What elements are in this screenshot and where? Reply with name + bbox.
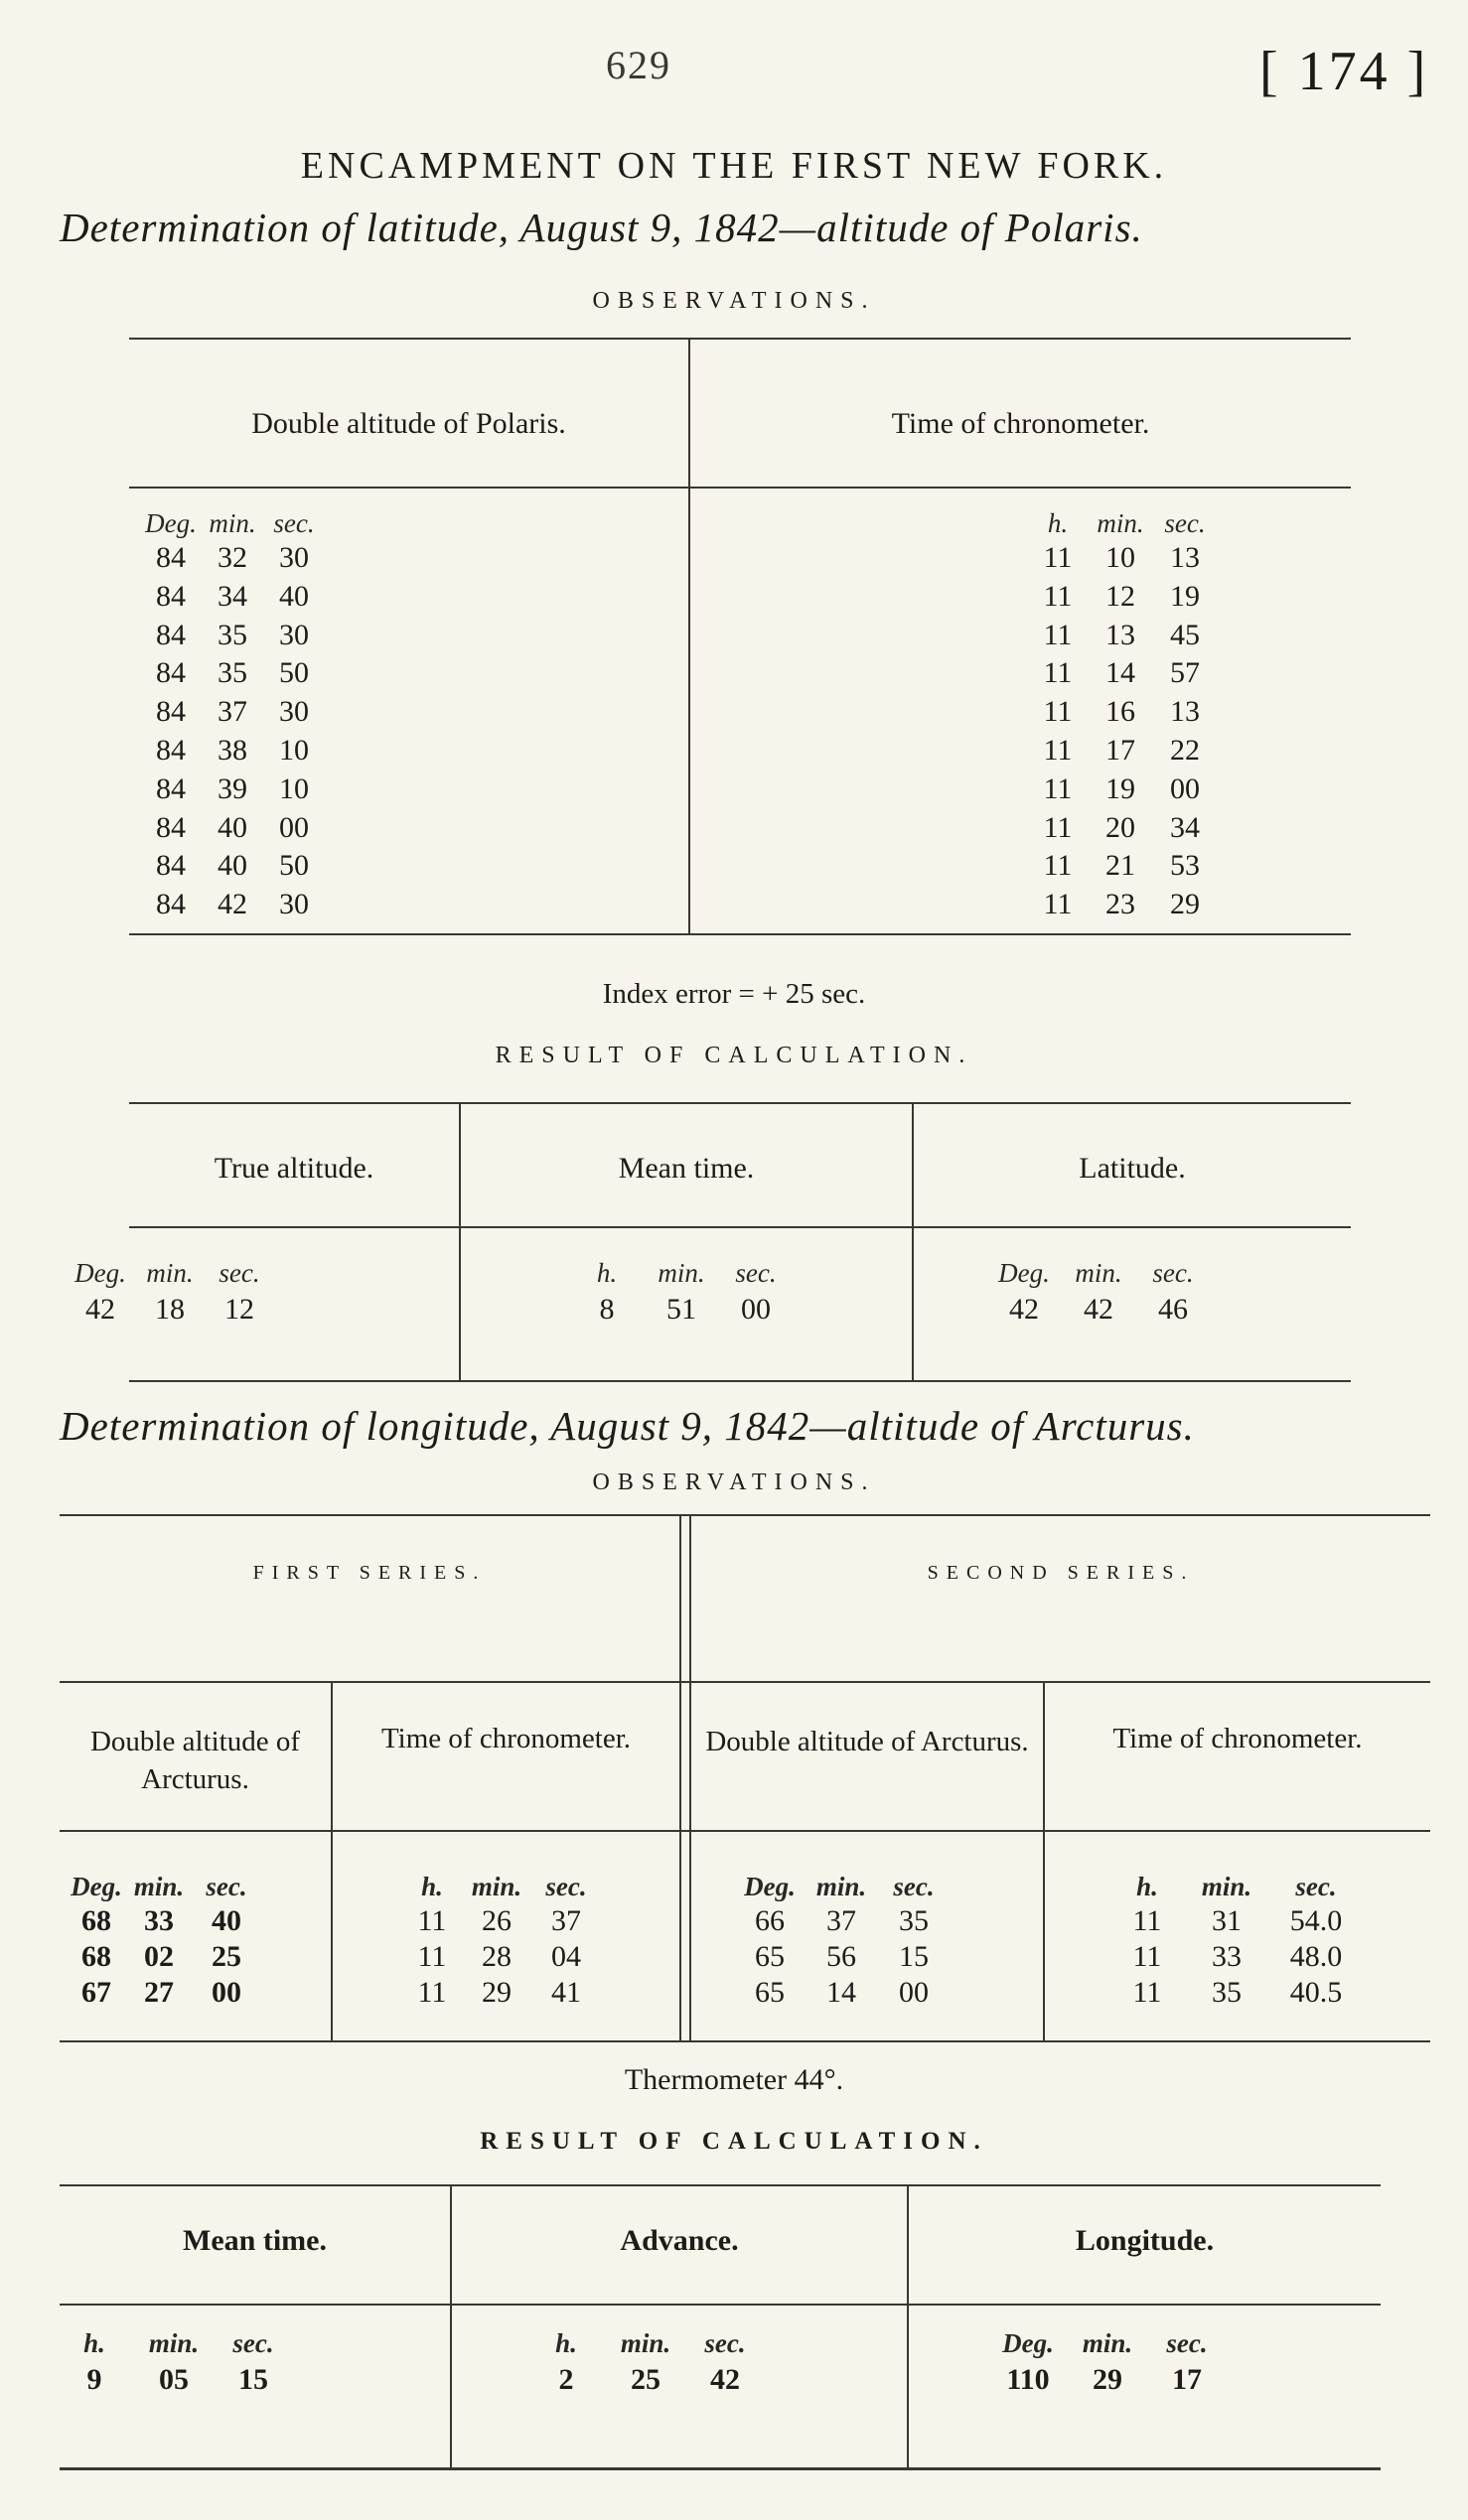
table-divider (679, 1514, 681, 2040)
table-cell: 35 (218, 619, 247, 651)
longitude-result-label: RESULT OF CALCULATION. (480, 2128, 988, 2155)
table-rule (129, 487, 1351, 489)
unit-label: min. (471, 1872, 522, 1901)
unit-label: sec. (735, 1258, 777, 1288)
unit-label: h. (421, 1872, 443, 1901)
table-divider (912, 1102, 914, 1380)
table-cell: 35 (899, 1904, 929, 1937)
table-cell: 20 (1105, 811, 1135, 844)
table-cell: 17 (1105, 734, 1135, 767)
table-cell: 34 (218, 580, 247, 613)
table-cell: 65 (755, 1976, 785, 2009)
table-cell: 28 (482, 1940, 512, 1973)
table-cell: 42 (1084, 1293, 1113, 1326)
table-cell: 11 (1043, 580, 1073, 613)
unit-label: sec. (893, 1872, 935, 1901)
unit-label: sec. (545, 1872, 587, 1901)
unit-label: h. (1136, 1872, 1158, 1901)
table-cell: 11 (417, 1904, 447, 1937)
table-cell: 29 (1170, 888, 1200, 920)
table-cell: 41 (551, 1976, 581, 2009)
table-cell: 31 (1212, 1904, 1242, 1937)
table-cell: 23 (1105, 888, 1135, 920)
column-header: Longitude. (1075, 2224, 1215, 2257)
unit-label: min. (1082, 2328, 1133, 2358)
table-cell: 50 (279, 849, 309, 882)
table-rule (129, 933, 1351, 935)
table-cell: 42 (1009, 1293, 1039, 1326)
table-divider (689, 1514, 691, 2040)
table-cell: 00 (741, 1293, 771, 1326)
table-cell: 00 (899, 1976, 929, 2009)
table-cell: 32 (218, 541, 247, 574)
table-cell: 84 (156, 849, 186, 882)
table-cell: 13 (1105, 619, 1135, 651)
table-cell: 11 (1043, 811, 1073, 844)
table-cell: 37 (826, 1904, 856, 1937)
unit-label: h. (1047, 508, 1069, 538)
table-cell: 33 (1212, 1940, 1242, 1973)
table-cell: 12 (1105, 580, 1135, 613)
table-cell: 40 (218, 849, 247, 882)
table-cell: 22 (1170, 734, 1200, 767)
unit-label: min. (1097, 508, 1144, 538)
table-cell: 40.5 (1289, 1976, 1343, 2009)
table-rule (60, 1681, 1430, 1683)
table-cell: 54.0 (1289, 1904, 1343, 1937)
page-number-manuscript: 629 (606, 43, 671, 87)
table-cell: 33 (144, 1904, 174, 1937)
table-cell: 84 (156, 541, 186, 574)
table-rule (129, 1226, 1351, 1228)
unit-label: sec. (1295, 1872, 1337, 1901)
unit-label: min. (146, 1258, 194, 1288)
table-cell: 00 (1170, 772, 1200, 805)
table-cell: 11 (1043, 656, 1073, 689)
table-cell: 11 (1043, 772, 1073, 805)
table-cell: 11 (1043, 619, 1073, 651)
unit-label: sec. (1164, 508, 1206, 538)
table-cell: 17 (1172, 2363, 1202, 2396)
latitude-observations-label: OBSERVATIONS. (592, 288, 876, 314)
table-cell: 38 (218, 734, 247, 767)
table-cell: 84 (156, 619, 186, 651)
table-rule (60, 2184, 1381, 2186)
table-cell: 16 (1105, 695, 1135, 728)
table-cell: 45 (1170, 619, 1200, 651)
unit-label: min. (209, 508, 256, 538)
table-cell: 04 (551, 1940, 581, 1973)
table-cell: 2 (558, 2363, 574, 2396)
table-cell: 39 (218, 772, 247, 805)
unit-label: Deg. (71, 1872, 122, 1901)
column-header-chronometer: Time of chronometer. (891, 407, 1150, 440)
unit-label: sec. (1166, 2328, 1208, 2358)
table-cell: 30 (279, 695, 309, 728)
table-cell: 48.0 (1289, 1940, 1343, 1973)
table-cell: 02 (144, 1940, 174, 1973)
table-cell: 84 (156, 580, 186, 613)
table-cell: 12 (224, 1293, 254, 1326)
latitude-result-label: RESULT OF CALCULATION. (495, 1043, 973, 1068)
first-series-label: FIRST SERIES. (252, 1562, 487, 1584)
unit-label: Deg. (145, 508, 197, 538)
table-cell: 19 (1105, 772, 1135, 805)
table-cell: 11 (1043, 541, 1073, 574)
column-header-double-altitude: Double altitude of Polaris. (251, 407, 566, 440)
table-cell: 68 (81, 1904, 111, 1937)
table-cell: 30 (279, 888, 309, 920)
second-series-label: SECOND SERIES. (927, 1562, 1195, 1584)
table-cell: 37 (551, 1904, 581, 1937)
table-cell: 50 (279, 656, 309, 689)
table-rule (60, 2467, 1381, 2470)
table-cell: 18 (155, 1293, 185, 1326)
unit-label: sec. (219, 1258, 260, 1288)
column-header-chronometer-2: Time of chronometer. (1112, 1723, 1363, 1754)
table-cell: 05 (159, 2363, 189, 2396)
table-cell: 51 (666, 1293, 696, 1326)
table-cell: 34 (1170, 811, 1200, 844)
table-cell: 37 (218, 695, 247, 728)
table-rule (129, 338, 1351, 340)
table-cell: 42 (710, 2363, 740, 2396)
unit-label: min. (620, 2328, 671, 2358)
table-rule (60, 2304, 1381, 2306)
table-cell: 30 (279, 619, 309, 651)
table-cell: 00 (212, 1976, 241, 2009)
column-header: Mean time. (183, 2224, 327, 2257)
table-cell: 11 (1132, 1976, 1162, 2009)
column-header-double-altitude-2: Double altitude of Arcturus. (705, 1726, 1029, 1757)
table-cell: 40 (218, 811, 247, 844)
table-rule (60, 2040, 1430, 2042)
unit-label: min. (1075, 1258, 1122, 1288)
table-cell: 42 (218, 888, 247, 920)
unit-label: sec. (232, 2328, 274, 2358)
table-cell: 110 (1006, 2363, 1050, 2396)
table-cell: 84 (156, 656, 186, 689)
table-rule (60, 1830, 1430, 1832)
unit-label: sec. (273, 508, 315, 538)
table-cell: 11 (417, 1976, 447, 2009)
table-rule (129, 1380, 1351, 1382)
table-cell: 40 (279, 580, 309, 613)
table-cell: 84 (156, 811, 186, 844)
page-title: ENCAMPMENT ON THE FIRST NEW FORK. (300, 145, 1168, 187)
table-cell: 27 (144, 1976, 174, 2009)
column-header-chronometer-1: Time of chronometer. (380, 1723, 632, 1754)
longitude-heading: Determination of longitude, August 9, 1842—altitude of Arcturus. (60, 1403, 1195, 1449)
table-cell: 14 (1105, 656, 1135, 689)
unit-label: min. (133, 1872, 185, 1901)
column-header: True altitude. (214, 1152, 374, 1185)
table-cell: 35 (1212, 1976, 1242, 2009)
column-header: Mean time. (618, 1152, 755, 1185)
column-header-double-altitude-1: Double altitude of Arcturus. (89, 1726, 300, 1795)
unit-label: sec. (206, 1872, 247, 1901)
table-cell: 65 (755, 1940, 785, 1973)
unit-label: Deg. (998, 1258, 1050, 1288)
table-cell: 46 (1158, 1293, 1188, 1326)
unit-label: Deg. (74, 1258, 126, 1288)
table-cell: 10 (279, 772, 309, 805)
table-cell: 40 (212, 1904, 241, 1937)
unit-label: min. (1201, 1872, 1252, 1901)
table-cell: 26 (482, 1904, 512, 1937)
table-cell: 13 (1170, 541, 1200, 574)
table-cell: 68 (81, 1940, 111, 1973)
table-cell: 11 (417, 1940, 447, 1973)
table-cell: 25 (631, 2363, 661, 2396)
table-cell: 42 (85, 1293, 115, 1326)
table-cell: 00 (279, 811, 309, 844)
unit-label: sec. (704, 2328, 746, 2358)
longitude-observations-label: OBSERVATIONS. (592, 1470, 876, 1495)
unit-label: h. (83, 2328, 105, 2358)
thermometer-note: Thermometer 44°. (624, 2063, 844, 2096)
unit-label: min. (658, 1258, 705, 1288)
unit-label: h. (596, 1258, 618, 1288)
table-cell: 29 (1093, 2363, 1122, 2396)
unit-label: min. (815, 1872, 867, 1901)
unit-label: h. (555, 2328, 577, 2358)
table-cell: 67 (81, 1976, 111, 2009)
table-cell: 10 (279, 734, 309, 767)
table-cell: 13 (1170, 695, 1200, 728)
unit-label: min. (148, 2328, 200, 2358)
table-cell: 11 (1043, 695, 1073, 728)
table-cell: 9 (86, 2363, 102, 2396)
column-header: Latitude. (1079, 1152, 1186, 1185)
table-cell: 21 (1105, 849, 1135, 882)
table-cell: 8 (599, 1293, 615, 1326)
table-cell: 11 (1132, 1940, 1162, 1973)
table-cell: 53 (1170, 849, 1200, 882)
table-cell: 15 (238, 2363, 268, 2396)
table-cell: 35 (218, 656, 247, 689)
table-cell: 29 (482, 1976, 512, 2009)
table-rule (60, 1514, 1430, 1516)
table-divider (459, 1102, 461, 1380)
unit-label: Deg. (1002, 2328, 1054, 2358)
table-cell: 30 (279, 541, 309, 574)
table-cell: 56 (826, 1940, 856, 1973)
table-cell: 11 (1132, 1904, 1162, 1937)
latitude-heading: Determination of latitude, August 9, 1842—altitude of Polaris. (60, 205, 1143, 250)
table-cell: 11 (1043, 734, 1073, 767)
table-cell: 84 (156, 772, 186, 805)
table-cell: 10 (1105, 541, 1135, 574)
unit-label: Deg. (744, 1872, 796, 1901)
table-cell: 57 (1170, 656, 1200, 689)
table-cell: 14 (826, 1976, 856, 2009)
table-rule (129, 1102, 1351, 1104)
index-error-note: Index error = + 25 sec. (602, 978, 866, 1010)
page-number: [ 174 ] (1259, 41, 1429, 102)
table-cell: 19 (1170, 580, 1200, 613)
table-cell: 25 (212, 1940, 241, 1973)
table-cell: 15 (899, 1940, 929, 1973)
table-cell: 11 (1043, 849, 1073, 882)
table-cell: 66 (755, 1904, 785, 1937)
table-cell: 84 (156, 695, 186, 728)
table-cell: 11 (1043, 888, 1073, 920)
table-cell: 84 (156, 888, 186, 920)
column-header: Advance. (620, 2224, 739, 2257)
table-cell: 84 (156, 734, 186, 767)
unit-label: sec. (1152, 1258, 1194, 1288)
